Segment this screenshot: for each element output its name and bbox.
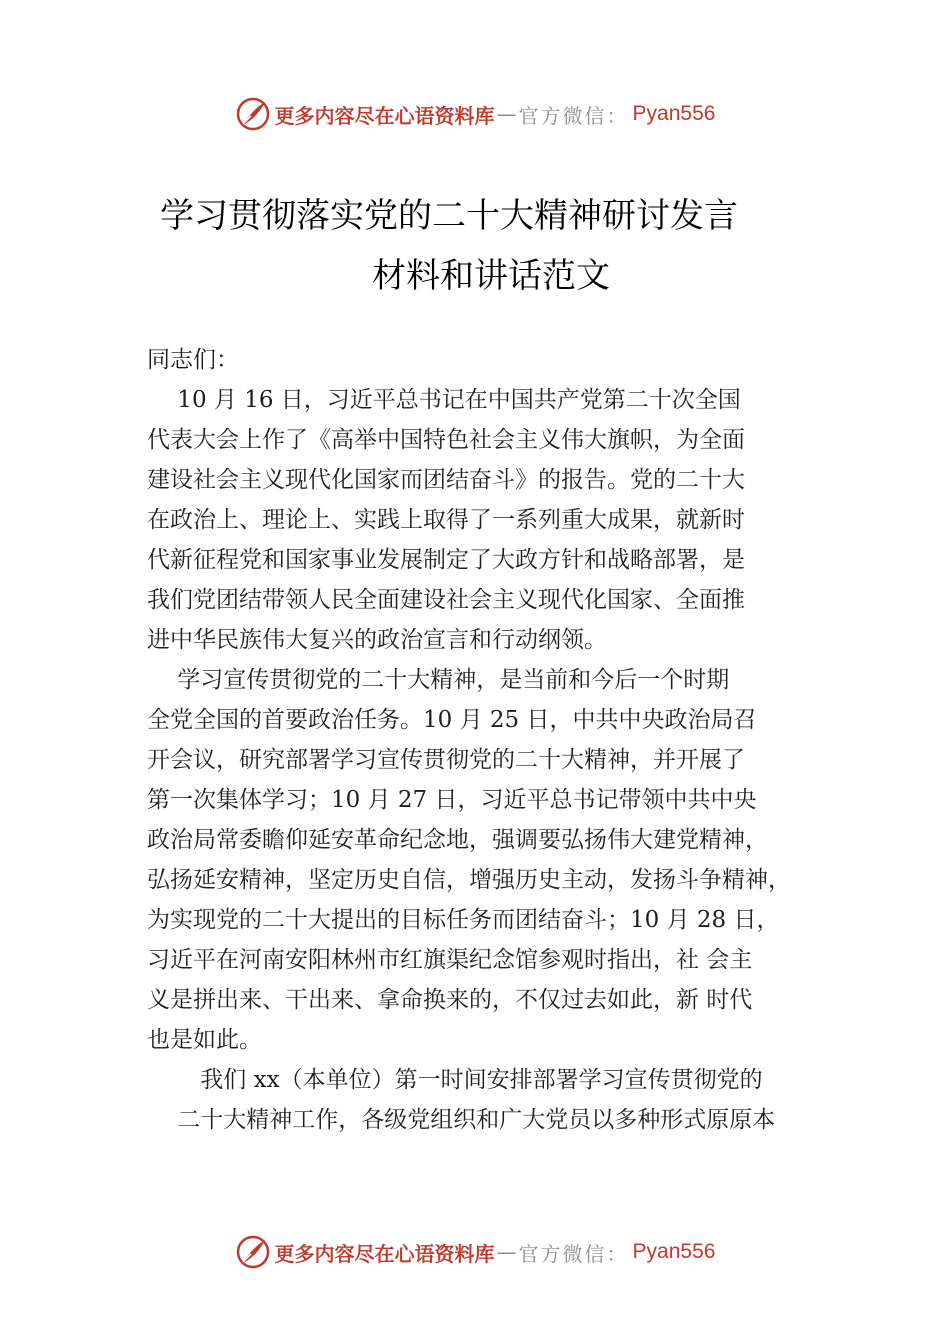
body-line: 弘扬延安精神，坚定历史自信，增强历史主动，发扬斗争精神，: [147, 867, 791, 893]
footer-banner: [0, 1232, 950, 1272]
body-line: 二十大精神工作，各级党组织和广大党员以多种形式原原本: [147, 1107, 776, 1133]
body-line: 全党全国的首要政治任务。10 月 25 日，中共中央政治局召: [147, 707, 757, 733]
body-line: 进中华民族伟大复兴的政治宣言和行动纲领。: [147, 627, 607, 653]
body-line: 同志们：: [147, 347, 239, 373]
brand-text: 更多内容尽在心语资料库: [274, 103, 495, 128]
body-line: 也是如此。: [147, 1027, 262, 1053]
wechat-label: 官方微信：: [518, 1241, 629, 1266]
body-line: 我们党团结带领人民全面建设社会主义现代化国家、全面推: [147, 587, 745, 613]
document-title-line-2: 材料和讲话范文: [372, 256, 610, 296]
separator: —: [496, 102, 517, 126]
header-banner: [0, 94, 950, 134]
body-line: 我们 xx（本单位）第一时间安排部署学习宣传贯彻党的: [147, 1067, 763, 1093]
body-line: 政治局常委瞻仰延安革命纪念地，强调要弘扬伟大建党精神，: [147, 827, 768, 853]
separator: —: [496, 1240, 517, 1264]
body-line: 习近平在河南安阳林州市红旗渠纪念馆参观时指出，社 会主: [147, 947, 753, 973]
brand-text: 更多内容尽在心语资料库: [274, 1241, 495, 1266]
document-title-line-1: 学习贯彻落实党的二十大精神研讨发言: [160, 196, 738, 236]
wechat-account: Pyan556: [632, 1240, 716, 1263]
body-line: 代新征程党和国家事业发展制定了大政方针和战略部署，是: [147, 547, 745, 573]
quill-logo-icon: [235, 96, 271, 132]
body-line: 义是拼出来、干出来、拿命换来的，不仅过去如此，新 时代: [147, 987, 753, 1013]
body-line: 学习宣传贯彻党的二十大精神，是当前和今后一个时期: [147, 667, 730, 693]
body-line: 在政治上、理论上、实践上取得了一系列重大成果，就新时: [147, 507, 745, 533]
body-line: 为实现党的二十大提出的目标任务而团结奋斗；10 月 28 日，: [147, 907, 780, 933]
body-line: 代表大会上作了《高举中国特色社会主义伟大旗帜，为全面: [147, 427, 745, 453]
wechat-label: 官方微信：: [518, 103, 629, 128]
body-line: 建设社会主义现代化国家而团结奋斗》的报告。党的二十大: [147, 467, 745, 493]
wechat-account: Pyan556: [632, 102, 716, 125]
body-line: 第一次集体学习；10 月 27 日，习近平总书记带领中共中央: [147, 787, 757, 813]
document-body: [147, 340, 791, 1140]
body-line: 开会议，研究部署学习宣传贯彻党的二十大精神，并开展了: [147, 747, 745, 773]
quill-logo-icon: [235, 1234, 271, 1270]
body-line: 10 月 16 日，习近平总书记在中国共产党第二十次全国: [147, 387, 741, 413]
